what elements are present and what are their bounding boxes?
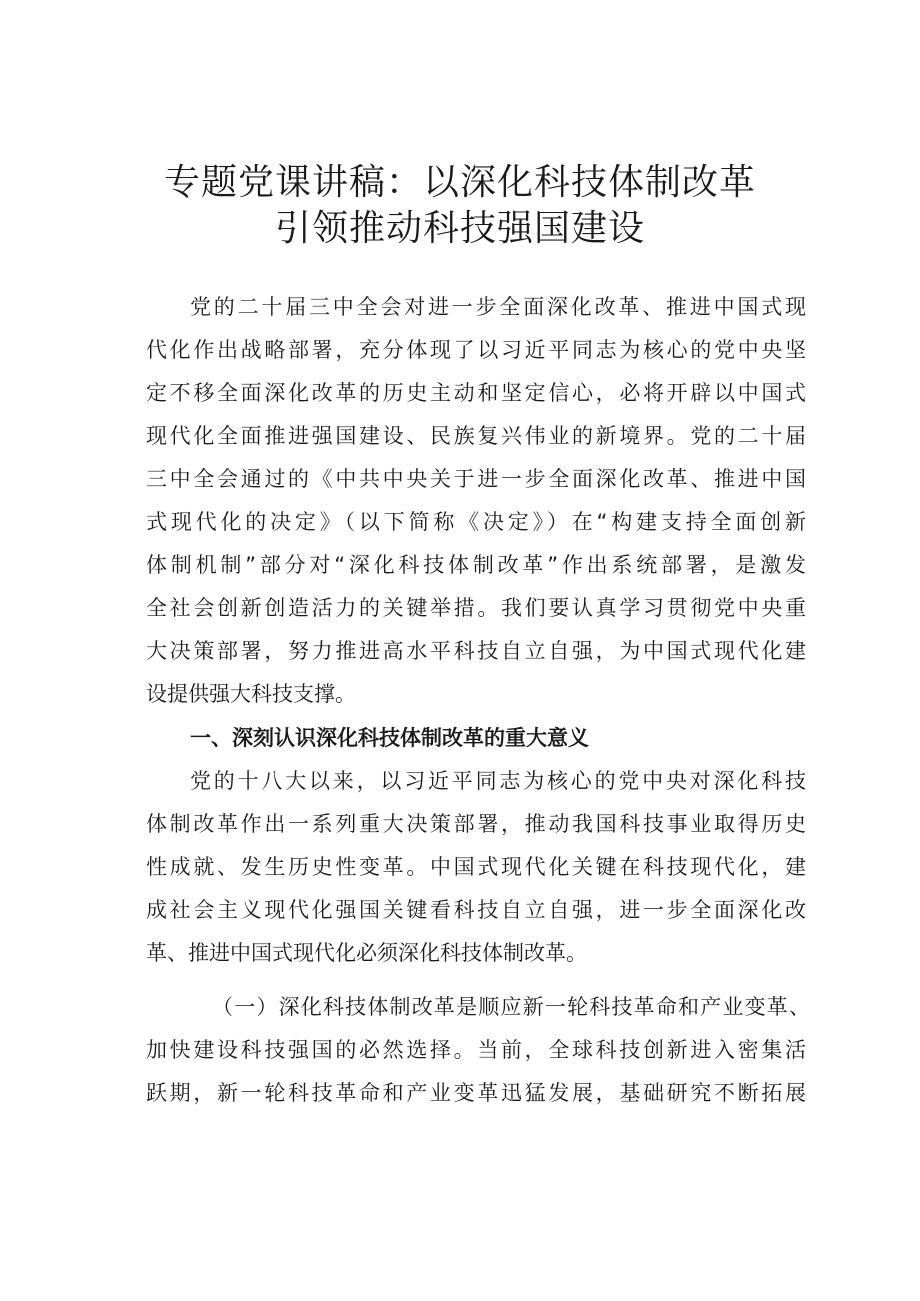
paragraph-2-line-1: 党的十八大以来，以习近平同志为核心的党中央对深化科技 bbox=[190, 769, 806, 793]
paragraph-1-line-6: 式现代化的决定》（以下简称《决定》）在“构建支持全面创新 bbox=[146, 510, 806, 534]
paragraph-3-line-1: （一）深化科技体制改革是顺应新一轮科技革命和产业变革、 bbox=[212, 995, 810, 1019]
paragraph-2-line-4: 成社会主义现代化强国关键看科技自立自强，进一步全面深化改 bbox=[146, 898, 806, 922]
paragraph-2-line-3: 性成就、发生历史性变革。中国式现代化关键在科技现代化，建 bbox=[146, 855, 806, 879]
paragraph-3-line-3: 跃期，新一轮科技革命和产业变革迅猛发展，基础研究不断拓展 bbox=[146, 1081, 806, 1105]
paragraph-2-line-2: 体制改革作出一系列重大决策部署，推动我国科技事业取得历史 bbox=[146, 812, 806, 836]
paragraph-1-line-10: 设提供强大科技支撑。 bbox=[146, 682, 356, 706]
section-1-heading: 一、深刻认识深化科技体制改革的重大意义 bbox=[190, 726, 589, 750]
document-title-line-2: 引领推动科技强国建设 bbox=[274, 208, 645, 249]
paragraph-1-line-1: 党的二十届三中全会对进一步全面深化改革、推进中国式现 bbox=[190, 295, 806, 319]
paragraph-1-line-4: 现代化全面推进强国建设、民族复兴伟业的新境界。党的二十届 bbox=[146, 424, 806, 448]
document-title-line-1: 专题党课讲稿：以深化科技体制改革 bbox=[163, 162, 756, 203]
paragraph-1-line-9: 大决策部署，努力推进高水平科技自立自强，为中国式现代化建 bbox=[146, 639, 806, 663]
paragraph-2-line-5: 革、推进中国式现代化必须深化科技体制改革。 bbox=[146, 941, 587, 965]
paragraph-1-line-3: 定不移全面深化改革的历史主动和坚定信心，必将开辟以中国式 bbox=[146, 381, 806, 405]
paragraph-1-line-5: 三中全会通过的《中共中央关于进一步全面深化改革、推进中国 bbox=[146, 467, 806, 491]
paragraph-1-line-7: 体制机制”部分对“深化科技体制改革”作出系统部署，是激发 bbox=[146, 553, 806, 577]
paragraph-1-line-8: 全社会创新创造活力的关键举措。我们要认真学习贯彻党中央重 bbox=[146, 596, 806, 620]
paragraph-1-line-2: 代化作出战略部署，充分体现了以习近平同志为核心的党中央坚 bbox=[146, 338, 806, 362]
paragraph-3-line-2: 加快建设科技强国的必然选择。当前，全球科技创新进入密集活 bbox=[146, 1038, 806, 1062]
